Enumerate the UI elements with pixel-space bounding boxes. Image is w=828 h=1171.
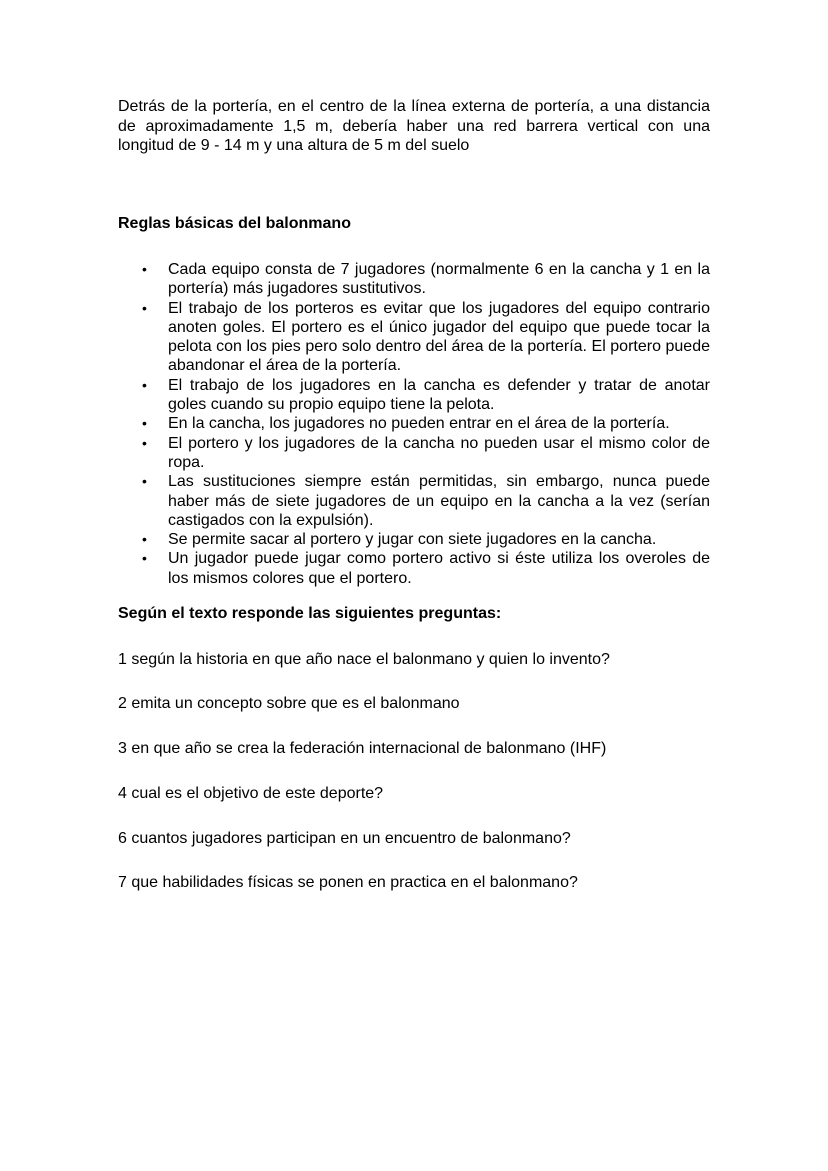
rule-item-6 [142, 472, 710, 530]
rules-heading: Reglas básicas del balonmano [118, 215, 351, 232]
question-3: 3 en que año se crea la federación internacional de balonmano (IHF) [118, 740, 607, 757]
rule-item-4 [142, 414, 710, 433]
question-7: 7 que habilidades físicas se ponen en practica en el balonmano? [118, 874, 578, 891]
bullet-icon: • [142, 376, 147, 393]
question-4: 4 cual es el objetivo de este deporte? [118, 785, 384, 802]
rule-item-2 [142, 299, 710, 376]
rule-item-7 [142, 530, 710, 549]
rule-item-5 [142, 434, 710, 473]
questions-heading: Según el texto responde las siguientes preguntas: [118, 605, 502, 622]
rule-item-8 [142, 549, 710, 588]
rule-text: Las sustituciones siempre están permitidas, sin embargo, nunca puede haber más de siete jugadores de un equipo en la cancha a la vez (serían castigados con la expulsión). [168, 473, 710, 529]
rule-text: El portero y los jugadores de la cancha no pueden usar el mismo color de ropa. [168, 434, 710, 471]
bullet-icon: • [142, 531, 147, 548]
rule-text: Se permite sacar al portero y jugar con siete jugadores en la cancha. [168, 531, 657, 549]
question-2: 2 emita un concepto sobre que es el balonmano [118, 695, 460, 712]
question-6: 6 cuantos jugadores participan en un encuentro de balonmano? [118, 830, 571, 847]
bullet-icon: • [142, 473, 147, 490]
bullet-icon: • [142, 261, 147, 277]
rule-text: El trabajo de los jugadores en la cancha es defender y tratar de anotar goles cuando su propio equipo tiene la pelota. [168, 376, 710, 414]
rule-text: Cada equipo consta de 7 jugadores (normalmente 6 en la cancha y 1 en la portería) más jugadores sustitutivos. [168, 261, 710, 298]
bullet-icon: • [142, 299, 147, 316]
rule-text: El trabajo de los porteros es evitar que los jugadores del equipo contrario anoten goles. El portero es el único jugador del equipo que puede tocar la pelota con los pies pero solo dentro del área de la portería. El portero puede abandonar el área de la portería. [168, 299, 710, 375]
question-1: 1 según la historia en que año nace el balonmano y quien lo invento? [118, 651, 610, 668]
rules-list [142, 260, 710, 588]
rule-item-3 [142, 376, 710, 415]
rule-text: En la cancha, los jugadores no pueden entrar en el área de la portería. [168, 415, 670, 433]
bullet-icon: • [142, 550, 147, 567]
bullet-icon: • [142, 415, 147, 432]
bullet-icon: • [142, 434, 147, 451]
rule-item-1 [142, 260, 710, 299]
intro-paragraph: Detrás de la portería, en el centro de la línea externa de portería, a una distancia de aproximadamente 1,5 m, debería haber una red barrera vertical con una longitud de 9 - 14 m y una altura de 5 m del suelo [118, 98, 710, 154]
rule-text: Un jugador puede jugar como portero activo si éste utiliza los overoles de los mismos colores que el portero. [168, 550, 710, 587]
